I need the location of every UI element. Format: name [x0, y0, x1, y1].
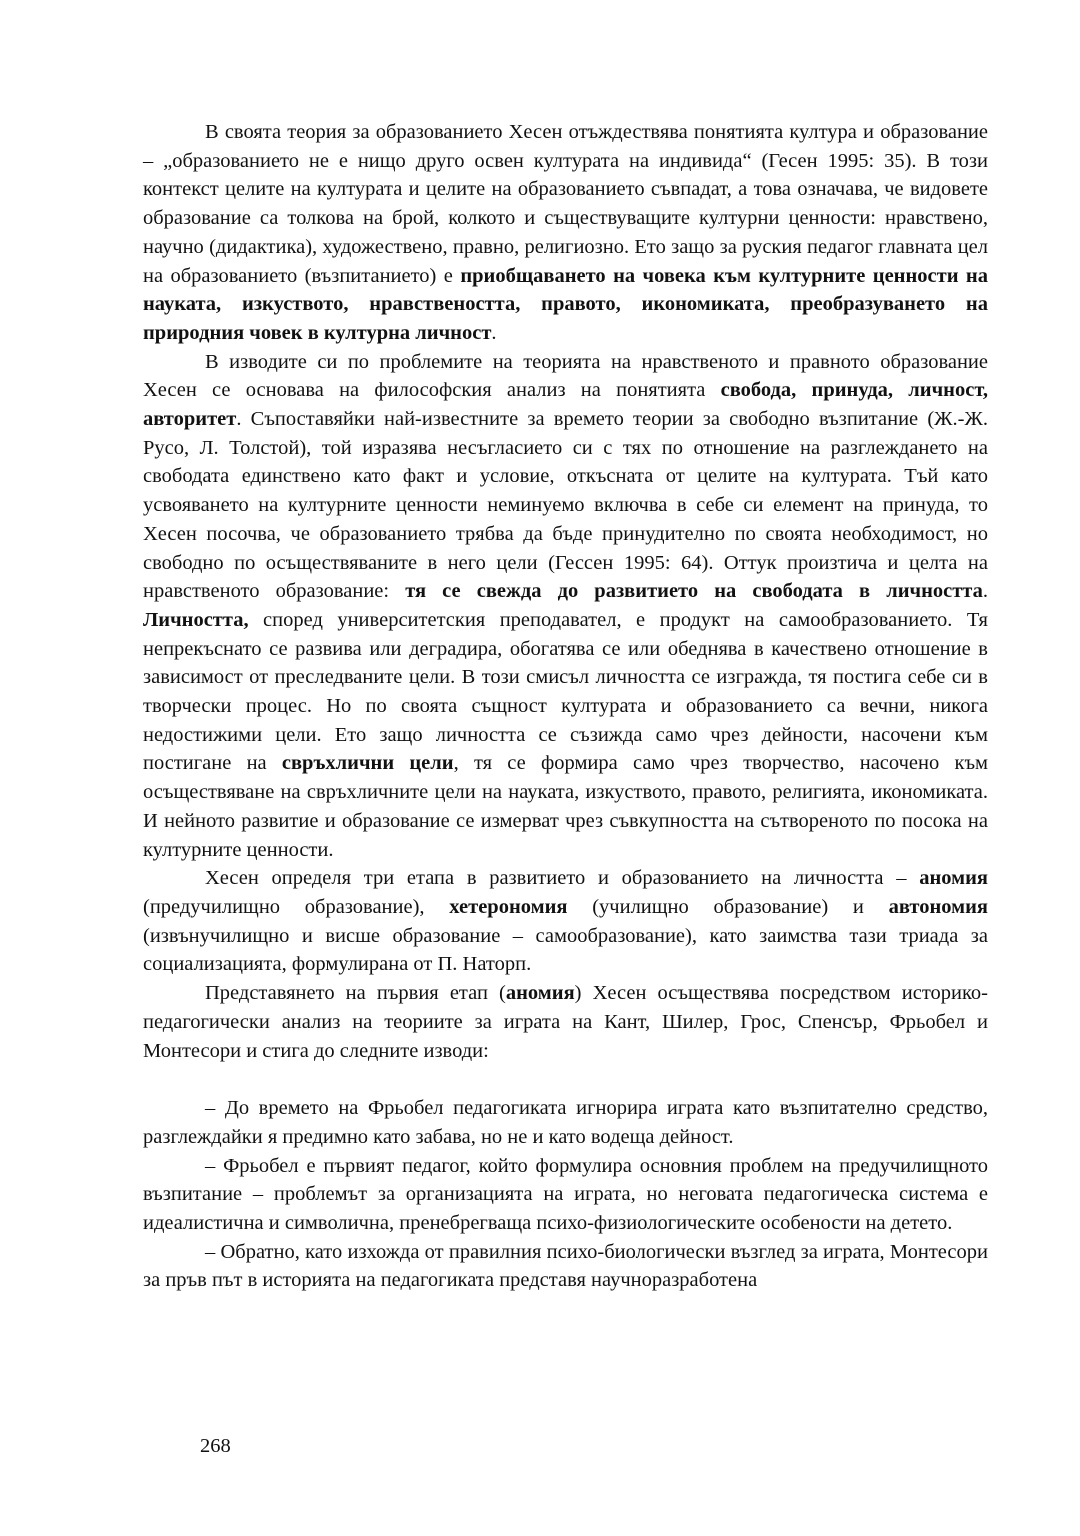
text-run: В своята теория за образованието Хесен отъждествява понятията култура и образование – „образованието не е нищо друго освен културата на индивида“ (Гесен 1995: 35). В този контекст целите на културата и целите на образованието съвпадат, а това означава, че видовете образование са толкова на брой, колкото и съществуващите културни ценности: нравствено, научно (дидактика), художествено, правно, религиозно. Ето защо за руския педагог главната цел на образованието (възпитанието) е	[143, 121, 988, 287]
page-number: 268	[200, 1435, 231, 1457]
text-run: (извънучилищно и висше образование – самообразование), като заимства тази триада за социализацията, формулирана от П. Наторп.	[143, 924, 988, 976]
paragraph-5	[143, 1094, 988, 1151]
bold-phrase: хетерономия	[449, 895, 568, 918]
text-run: Хесен определя три етапа в развитието и образованието на личността –	[205, 867, 920, 890]
paragraph-1	[143, 118, 988, 348]
text-run: (училищно образование) и	[567, 895, 889, 918]
bold-phrase: свръхлични цели	[281, 752, 454, 775]
bold-phrase: аномия	[919, 867, 988, 890]
text-run: – Обратно, като изхожда от правилния психо-биологически възглед за играта, Монтесори за пръв път в историята на педагогиката представя научноразработена	[143, 1240, 988, 1292]
paragraph-7	[143, 1238, 988, 1295]
bold-phrase: автономия	[888, 895, 988, 918]
body-text	[143, 118, 988, 1295]
text-run: – До времето на Фрьобел педагогиката игнорира играта като възпитателно средство, разглеждайки я предимно като забава, но не и като водеща дейност.	[143, 1097, 988, 1148]
text-run: Представянето на първия етап (	[205, 982, 506, 1005]
paragraph-2	[143, 348, 988, 865]
text-run: .	[491, 321, 497, 344]
bold-phrase: Личността,	[143, 608, 249, 631]
bold-phrase: тя се свежда до развитието на свободата в личността	[405, 580, 983, 603]
text-run: ) Хесен осъществява посредством историко-педагогически анализ на теориите за играта на Кант, Шилер, Грос, Спенсър, Фрьобел и Монтесори и стига до следните изводи:	[143, 982, 988, 1062]
text-run: – Фрьобел е първият педагог, който формулира основния проблем на предучилищното възпитание – проблемът за организацията на играта, но неговата педагогическа система е идеалистична и символична, пренебрегваща психо-физиологическите особености на детето.	[143, 1154, 988, 1235]
text-run: според университетския преподавател, е продукт на самообразованието. Тя непрекъснато се развива или деградира, обогатява се или обеднява в качествено отношение в зависимост от преследваните цели. В този смисъл личността се изгражда, тя постига себе си в творчески процес. Но по своята същност културата и образованието са вечни, никога недостижими цели. Ето защо личността се съзижда само чрез дейности, насочени към постигане на	[143, 608, 988, 775]
text-run: В изводите си по проблемите на теорията на нравственото и правното образование Хесен се основава на философския анализ на понятията	[143, 350, 988, 402]
paragraph-6	[143, 1152, 988, 1238]
text-run: .	[982, 580, 988, 603]
text-run: (предучилищно образование),	[143, 895, 450, 918]
text-run: . Съпоставяйки най-известните за времето теории за свободно възпитание (Ж.-Ж. Русо, Л. Толстой), той изразява несъгласието си с тях по отношение на разглеждането на свободата единствено като факт и условие, откъсната от целите на културата. Тъй като усвояването на културните ценности неминуемо включва в себе си елемент на принуда, то Хесен посочва, че образованието трябва да бъде принудително по своята необходимост, но свободно по осъществяваните в него цели (Гессен 1995: 64). Оттук произтича и целта на нравственото образование:	[143, 408, 988, 603]
text-run: , тя се формира само чрез творчество, насочено към осъществяване на свръхличните цели на науката, изкуството, правото, религията, икономиката. И нейното развитие и образование се измерват чрез съвкупността на сътвореното по посока на културните ценности.	[143, 752, 989, 861]
bold-phrase: аномия	[505, 982, 575, 1005]
bold-phrase: приобщаването на човека към културните ценности на науката, изкуството, нравствеността, правото, икономиката, преобразуването на природния човек в културна личност	[143, 264, 988, 344]
paragraph-4	[143, 979, 988, 1065]
paragraph-3	[143, 864, 988, 979]
bold-phrase: свобода, принуда, личност, авторитет	[143, 379, 988, 431]
